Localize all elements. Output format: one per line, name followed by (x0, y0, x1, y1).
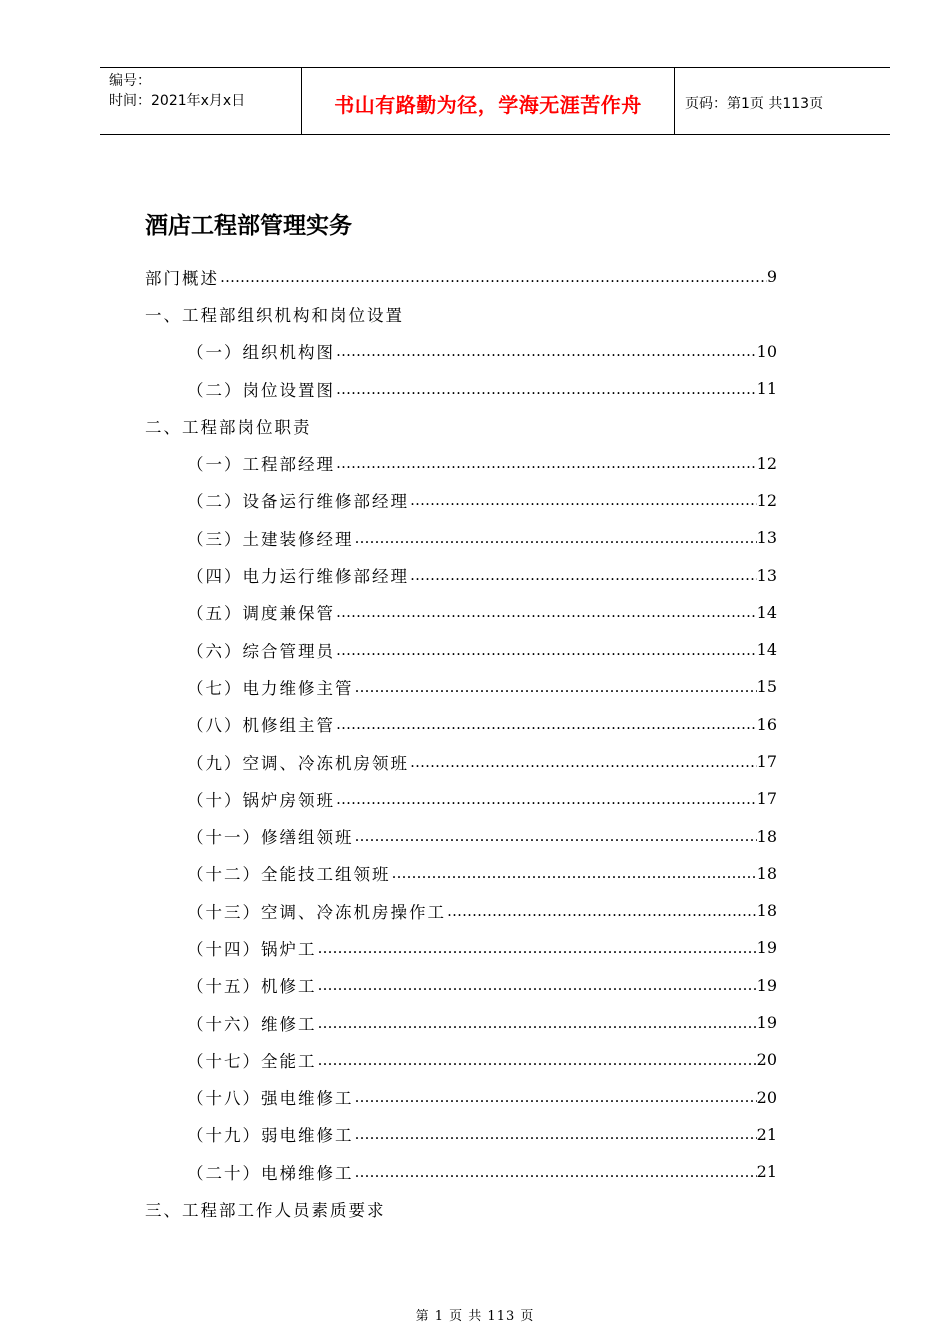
toc-leader-dots (317, 939, 757, 957)
toc-entry-label: （四）电力运行维修部经理 (187, 567, 409, 587)
toc-entry-label: 二、工程部岗位职责 (145, 417, 312, 437)
page-label: 页码：第1页 共113页 (685, 96, 824, 112)
toc-entry[interactable] (145, 1153, 777, 1190)
toc-entry-label: （十七）全能工 (187, 1051, 317, 1071)
page-footer (0, 1305, 950, 1324)
toc-leader-dots (335, 603, 757, 621)
time-label: 时间：2021年x月x日 (109, 93, 246, 109)
table-of-contents (145, 258, 777, 1228)
toc-leader-dots (354, 1163, 757, 1181)
toc-entry-page: 19 (756, 938, 777, 958)
toc-leader-dots (335, 715, 757, 733)
toc-entry[interactable] (145, 855, 777, 892)
toc-entry-label: （十九）弱电维修工 (187, 1126, 354, 1146)
toc-entry-page: 18 (756, 826, 777, 846)
toc-entry-label: （一）工程部经理 (187, 455, 335, 475)
toc-entry[interactable] (145, 482, 777, 519)
toc-entry-label: 一、工程部组织机构和岗位设置 (145, 305, 404, 325)
toc-leader-dots (354, 529, 757, 547)
header-meta (100, 68, 301, 134)
toc-entry-page: 19 (756, 1013, 777, 1033)
toc-entry[interactable] (145, 1116, 777, 1153)
document-header (100, 67, 890, 135)
toc-leader-dots (354, 827, 757, 845)
toc-entry-page: 20 (756, 1087, 777, 1107)
toc-entry-label: 三、工程部工作人员素质要求 (145, 1201, 386, 1221)
toc-entry-label: （七）电力维修主管 (187, 678, 354, 698)
toc-entry-page: 17 (756, 789, 777, 809)
toc-entry-page: 21 (756, 1124, 777, 1144)
toc-entry-page: 14 (756, 640, 777, 660)
toc-entry[interactable] (145, 1079, 777, 1116)
toc-entry[interactable] (145, 780, 777, 817)
toc-entry[interactable] (145, 556, 777, 593)
toc-entry[interactable] (145, 631, 777, 668)
toc-entry[interactable] (145, 444, 777, 481)
toc-entry-page: 9 (766, 267, 777, 287)
toc-entry-page: 12 (756, 490, 777, 510)
toc-leader-dots (317, 976, 757, 994)
toc-leader-dots (354, 1088, 757, 1106)
toc-leader-dots (335, 641, 757, 659)
toc-entry[interactable] (145, 1041, 777, 1078)
toc-entry-page: 13 (756, 565, 777, 585)
toc-entry-label: （十二）全能技工组领班 (187, 865, 391, 885)
toc-entry-label: （一）组织机构图 (187, 343, 335, 363)
toc-entry-page: 17 (756, 752, 777, 771)
toc-leader-dots (335, 380, 757, 398)
toc-entry-label: （二）岗位设置图 (187, 380, 335, 400)
toc-leader-dots (335, 454, 757, 472)
toc-leader-dots (335, 790, 757, 808)
toc-entry[interactable] (145, 929, 777, 966)
toc-entry[interactable] (145, 407, 777, 444)
toc-entry-page: 20 (756, 1050, 777, 1070)
toc-leader-dots (219, 268, 767, 286)
toc-entry-page: 11 (756, 379, 777, 399)
toc-entry-label: （十六）维修工 (187, 1014, 317, 1034)
toc-leader-dots (446, 902, 757, 920)
toc-entry-page: 21 (756, 1162, 777, 1182)
toc-entry-page: 14 (756, 602, 777, 622)
toc-leader-dots (317, 1014, 757, 1032)
toc-entry[interactable] (145, 1190, 777, 1227)
toc-entry[interactable] (145, 333, 777, 370)
toc-entry-page: 13 (756, 528, 777, 548)
toc-entry[interactable] (145, 706, 777, 743)
toc-entry-label: （十三）空调、冷冻机房操作工 (187, 902, 446, 922)
toc-entry-label: （五）调度兼保管 (187, 604, 335, 624)
toc-leader-dots (335, 342, 757, 360)
toc-entry-page: 18 (756, 901, 777, 921)
toc-entry-label: （十五）机修工 (187, 977, 317, 997)
toc-leader-dots (409, 753, 757, 771)
toc-entry[interactable] (145, 519, 777, 556)
toc-leader-dots (354, 678, 757, 696)
toc-entry-page: 16 (756, 714, 777, 734)
toc-leader-dots (391, 864, 757, 882)
toc-entry[interactable] (145, 370, 777, 407)
toc-entry-page: 18 (756, 863, 777, 883)
toc-entry[interactable] (145, 594, 777, 631)
toc-entry-label: （十八）强电维修工 (187, 1089, 354, 1109)
number-label: 编号： (109, 73, 151, 89)
toc-entry[interactable] (145, 817, 777, 854)
toc-entry[interactable] (145, 668, 777, 705)
toc-leader-dots (317, 1051, 757, 1069)
toc-entry[interactable] (145, 892, 777, 929)
toc-entry-label: （十）锅炉房领班 (187, 790, 335, 810)
toc-entry-label: （二）设备运行维修部经理 (187, 492, 409, 512)
toc-entry-label: （十四）锅炉工 (187, 939, 317, 959)
toc-entry-label: （三）土建装修经理 (187, 529, 354, 549)
toc-entry[interactable] (145, 295, 777, 332)
toc-entry-label: （六）综合管理员 (187, 641, 335, 661)
header-motto-cell (301, 68, 675, 134)
toc-entry-label: 部门概述 (145, 268, 219, 288)
header-page-cell (675, 68, 890, 134)
document-title: 酒店工程部管理实务 (145, 213, 352, 239)
toc-leader-dots (409, 566, 757, 584)
toc-leader-dots (354, 1125, 757, 1143)
motto-text: 书山有路勤为径，学海无涯苦作舟 (334, 92, 642, 117)
toc-entry-label: （八）机修组主管 (187, 716, 335, 736)
toc-entry-page: 19 (756, 975, 777, 995)
toc-entry[interactable] (145, 1004, 777, 1041)
toc-leader-dots (409, 491, 757, 509)
toc-entry-label: （二十）电梯维修工 (187, 1163, 354, 1183)
toc-entry-page: 10 (756, 341, 777, 361)
footer-page-number: 第 1 页 共 113 页 (415, 1309, 535, 1324)
toc-entry[interactable] (145, 743, 777, 780)
toc-entry[interactable] (145, 967, 777, 1004)
toc-entry-page: 12 (756, 453, 777, 473)
toc-entry-page: 15 (756, 677, 777, 697)
toc-entry-label: （十一）修缮组领班 (187, 828, 354, 848)
toc-entry-label: （九）空调、冷冻机房领班 (187, 753, 409, 773)
toc-entry[interactable] (145, 258, 777, 295)
